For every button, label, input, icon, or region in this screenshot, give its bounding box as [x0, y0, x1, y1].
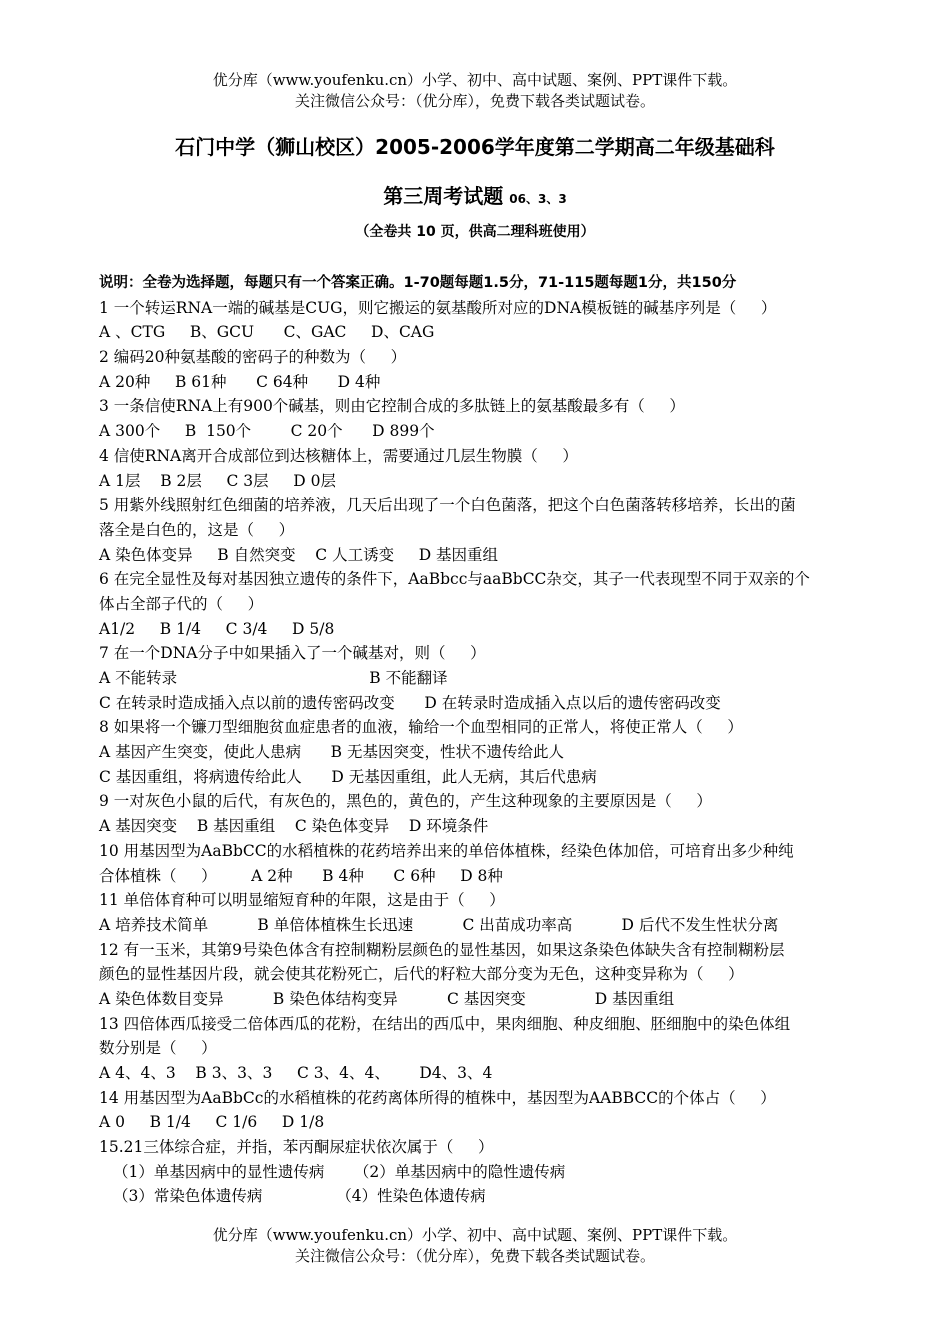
- question-line: A 1层 B 2层 C 3层 D 0层: [99, 471, 337, 490]
- question-line: 12 有一玉米，其第9号染色体含有控制糊粉层颜色的显性基因，如果这条染色体缺失含有控制糊粉层: [99, 940, 785, 959]
- question-line: 8 如果将一个镰刀型细胞贫血症患者的血液，输给一个血型相同的正常人，将使正常人（ ）: [99, 718, 743, 737]
- exam-subtitle: （全卷共 10 页，供高二理科班使用）: [355, 224, 595, 240]
- question-line: A 20种 B 61种 C 64种 D 4种: [99, 372, 381, 391]
- question-line: 14 用基因型为AaBbCc的水稻植株的花药离体所得的植株中，基因型为AABBCC的个体占（ ）: [99, 1088, 776, 1107]
- question-line: 颜色的显性基因片段，就会使其花粉死亡，后代的籽粒大部分变为无色，这种变异称为（ ）: [99, 965, 744, 984]
- question-line: A 染色体数目变异 B 染色体结构变异 C 基因突变 D 基因重组: [99, 989, 675, 1008]
- exam-title-text: 第三周考试题: [383, 184, 504, 208]
- question-line: 7 在一个DNA分子中如果插入了一个碱基对，则（ ）: [99, 644, 486, 663]
- question-subline: （1）单基因病中的显性遗传病 （2）单基因病中的隐性遗传病: [113, 1162, 566, 1181]
- question-subline: （3）常染色体遗传病 （4）性染色体遗传病: [113, 1187, 486, 1206]
- footer-line-1: 优分库（www.youfenku.cn）小学、初中、高中试题、案例、PPT课件下载。: [212, 1226, 738, 1244]
- question-line: 9 一对灰色小鼠的后代，有灰色的，黑色的，黄色的，产生这种现象的主要原因是（ ）: [99, 792, 712, 811]
- question-line: C 基因重组，将病遗传给此人 D 无基因重组，此人无病，其后代患病: [99, 767, 597, 786]
- exam-title-line-2: [0, 182, 950, 213]
- question-line: A 基因产生突变，使此人患病 B 无基因突变，性状不遗传给此人: [99, 743, 565, 762]
- question-line: 合体植株（ ） A 2种 B 4种 C 6种 D 8种: [99, 866, 503, 885]
- question-lines: [99, 296, 859, 1209]
- question-line: A 不能转录 B 不能翻译: [99, 669, 448, 687]
- question-line: 1 一个转运RNA一端的碱基是CUG，则它搬运的氨基酸所对应的DNA模板链的碱基序列是（ ）: [99, 298, 777, 317]
- question-line: 4 信使RNA离开合成部位到达核糖体上，需要通过几层生物膜（ ）: [99, 446, 578, 465]
- question-line: 13 四倍体西瓜接受二倍体西瓜的花粉，在结出的西瓜中，果肉细胞、种皮细胞、胚细胞中的染色体组: [99, 1014, 791, 1033]
- question-line: 体占全部子代的（ ）: [99, 594, 264, 613]
- question-line: 落全是白色的，这是（ ）: [99, 520, 295, 539]
- question-line: A 4、4、3 B 3、3、3 C 3、4、4、 D4、3、4: [99, 1064, 493, 1082]
- footer-line-2: 关注微信公众号：（优分库），免费下载各类试题试卷。: [294, 1247, 655, 1265]
- question-line: A 培养技术简单 B 单倍体植株生长迅速 C 出苗成功率高 D 后代不发生性状分离: [99, 915, 779, 934]
- exam-title-line-1: 石门中学（狮山校区）2005-2006学年度第二学期高二年级基础科: [175, 135, 775, 159]
- question-line: A 300个 B 150个 C 20个 D 899个: [99, 422, 435, 441]
- question-line: 3 一条信使RNA上有900个碱基，则由它控制合成的多肽链上的氨基酸最多有（ ）: [99, 397, 685, 416]
- question-line: 2 编码20种氨基酸的密码子的种数为（ ）: [99, 348, 407, 367]
- header-line-1: 优分库（www.youfenku.cn）小学、初中、高中试题、案例、PPT课件下载。: [212, 71, 738, 89]
- question-line: A1/2 B 1/4 C 3/4 D 5/8: [99, 619, 335, 638]
- exam-date: 06、3、3: [509, 192, 567, 206]
- question-line: A 染色体变异 B 自然突变 C 人工诱变 D 基因重组: [99, 545, 499, 564]
- question-line: 10 用基因型为AaBbCC的水稻植株的花药培养出来的单倍体植株，经染色体加倍，可培育出多少种纯: [99, 841, 794, 860]
- question-line: 6 在完全显性及每对基因独立遗传的条件下，AaBbcc与aaBbCC杂交，其子一代表现型不同于双亲的个: [99, 570, 810, 589]
- question-line: A 基因突变 B 基因重组 C 染色体变异 D 环境条件: [99, 817, 489, 836]
- header-line-2: 关注微信公众号：（优分库），免费下载各类试题试卷。: [294, 92, 655, 110]
- question-line: 5 用紫外线照射红色细菌的培养液，几天后出现了一个白色菌落，把这个白色菌落转移培养，长出的菌: [99, 496, 796, 515]
- question-body: [99, 271, 859, 1209]
- question-line: C 在转录时造成插入点以前的遗传密码改变 D 在转录时造成插入点以后的遗传密码改变: [99, 693, 721, 712]
- question-line: 数分别是（ ）: [99, 1039, 217, 1058]
- question-line: 15.21三体综合症，并指，苯丙酮尿症状依次属于（ ）: [99, 1138, 494, 1157]
- question-line: 11 单倍体育种可以明显缩短育种的年限，这是由于（ ）: [99, 891, 505, 910]
- instructions-note: 说明：全卷为选择题，每题只有一个答案正确。1-70题每题1.5分，71-115题每题1分，共150分: [99, 275, 737, 291]
- question-line: A 0 B 1/4 C 1/6 D 1/8: [99, 1113, 325, 1132]
- question-line: A 、CTG B、GCU C、GAC D、CAG: [99, 323, 435, 342]
